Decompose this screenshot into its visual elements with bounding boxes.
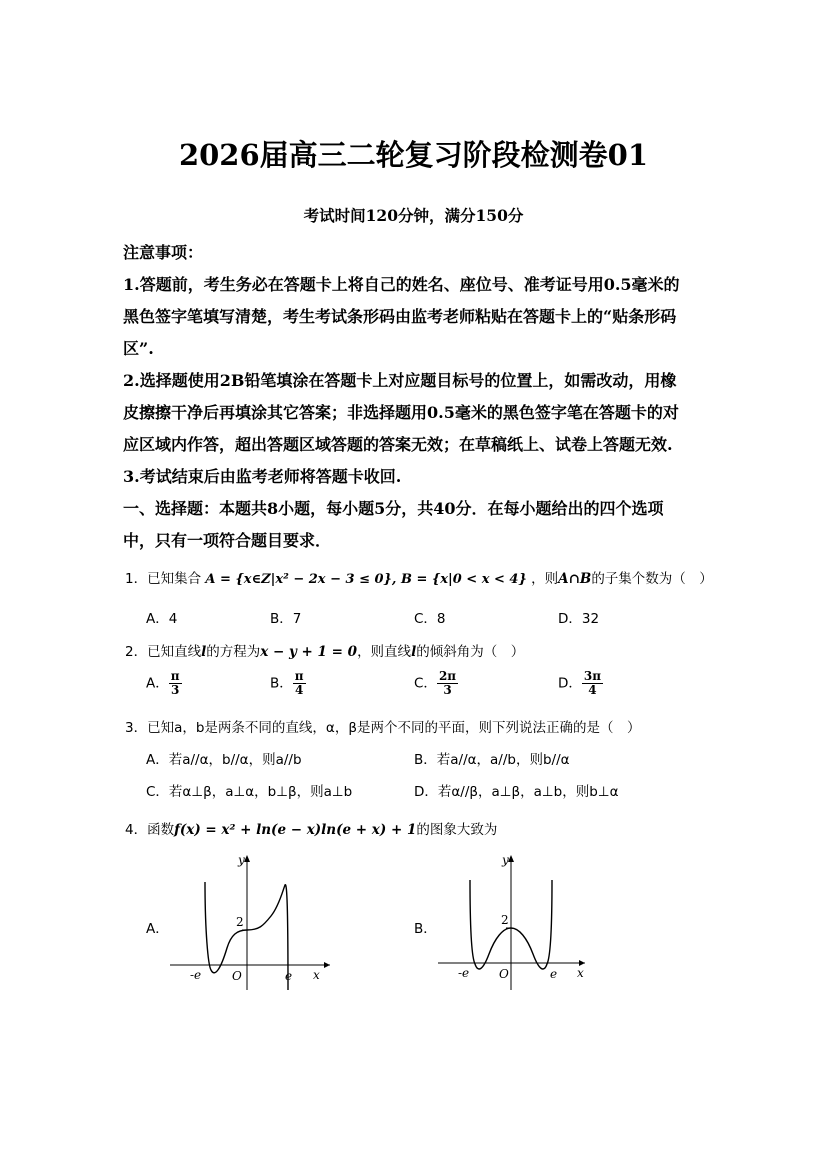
q2-frac-d: $\frac{3\pi}{4}$ <box>583 669 602 697</box>
q2-mid2: ，则直线 <box>357 644 412 660</box>
section-heading-line-2: 中，只有一项符合题目要求． <box>123 531 332 550</box>
question-3: 3．已知a，b是两条不同的直线，α，β是两个不同的平面，则下列说法正确的是（ ） <box>125 720 641 736</box>
note-2-line-3: 应区域内作答，超出答题区域答题的答案无效；在草稿纸上、试卷上答题无效. <box>123 435 673 454</box>
section-heading-line-1: 一、选择题：本题共8小题，每小题5分，共40分．在每小题给出的四个选项 <box>123 499 664 518</box>
q1-option-a: A．4 <box>146 611 178 627</box>
graph-a-x-label: x <box>313 968 320 982</box>
graph-b-y-label: y <box>502 853 509 867</box>
q1-suffix: 的子集个数为（ ） <box>591 571 713 587</box>
graph-a <box>165 850 340 995</box>
graph-a-neg-e: -e <box>190 968 202 982</box>
q3-option-b: B．若a//α，a//b，则b//α <box>414 752 570 768</box>
graph-a-e: e <box>285 969 293 983</box>
q1-option-b: B．7 <box>270 611 302 627</box>
graph-b-origin: O <box>499 967 509 981</box>
q1-prefix: 1．已知集合 <box>125 571 202 587</box>
q1-option-d: D．32 <box>558 611 600 627</box>
question-1 <box>125 567 713 587</box>
graph-b-e: e <box>550 967 558 981</box>
exam-subtitle: 考试时间120分钟，满分150分 <box>303 206 524 225</box>
q2-line-l-2: l <box>411 644 417 660</box>
q2-option-b: B． $\frac{\pi}{4}$ <box>270 669 304 697</box>
graph-b-neg-e: -e <box>458 966 470 980</box>
note-2-line-1: 2.选择题使用2B铅笔填涂在答题卡上对应题目标号的位置上，如需改动，用橡 <box>123 371 677 390</box>
q3-option-a: A．若a//α，b//α，则a//b <box>146 752 302 768</box>
q1-sets: A = {x∈Z|x² − 2x − 3 ≤ 0}, B = {x|0 < x < 4} <box>205 572 527 587</box>
q2-option-d: D． $\frac{3\pi}{4}$ <box>558 669 602 697</box>
q2-frac-c: $\frac{2\pi}{3}$ <box>438 669 457 697</box>
q2-line-l: l <box>201 644 207 660</box>
note-1-line-2: 黑色签字笔填写清楚，考生考试条形码由监考老师粘贴在答题卡上的“贴条形码 <box>123 307 677 326</box>
q3-option-d: D．若α//β，a⊥β，a⊥b，则b⊥α <box>414 784 619 800</box>
note-1-line-3: 区”. <box>123 339 154 358</box>
question-4 <box>125 818 497 838</box>
graph-b <box>433 850 608 995</box>
q2-prefix: 2．已知直线 <box>125 644 202 660</box>
graph-a-two: 2 <box>236 915 244 929</box>
graph-b-two: 2 <box>501 913 509 927</box>
q2-frac-a: $\frac{\pi}{3}$ <box>170 669 180 697</box>
graph-b-y-arrow <box>508 855 514 862</box>
q4-suffix: 的图象大致为 <box>416 822 498 838</box>
graph-a-x-arrow <box>324 962 330 968</box>
graph-b-x-label: x <box>577 966 584 980</box>
note-2-line-2: 皮擦擦干净后再填涂其它答案；非选择题用0.5毫米的黑色签字笔在答题卡的对 <box>123 403 679 422</box>
q2-option-a: A． $\frac{\pi}{3}$ <box>146 669 180 697</box>
graph-b-label: B． <box>414 921 437 937</box>
q4-function: f(x) = x² + ln(e − x)ln(e + x) + 1 <box>174 822 417 838</box>
q1-mid: ，则 <box>531 571 559 587</box>
notes-heading: 注意事项： <box>123 243 204 262</box>
graph-a-label: A． <box>146 921 169 937</box>
note-3: 3.考试结束后由监考老师将答题卡收回. <box>123 467 402 486</box>
graph-a-y-label: y <box>238 853 245 867</box>
q2-option-c: C． $\frac{2\pi}{3}$ <box>414 669 457 697</box>
q2-equation: x − y + 1 = 0 <box>260 644 358 660</box>
q4-prefix: 4．函数 <box>125 822 175 838</box>
q2-frac-b: $\frac{\pi}{4}$ <box>294 669 304 697</box>
q1-intersection: A∩B <box>558 571 592 587</box>
q2-suffix: 的倾斜角为（ ） <box>416 644 525 660</box>
q2-mid1: 的方程为 <box>206 644 261 660</box>
note-1-line-1: 1.答题前，考生务必在答题卡上将自己的姓名、座位号、准考证号用0.5毫米的 <box>123 275 680 294</box>
q1-option-c: C．8 <box>414 611 446 627</box>
question-2 <box>125 640 524 660</box>
graph-a-origin: O <box>232 969 242 983</box>
q3-option-c: C．若α⊥β，a⊥α，b⊥β，则a⊥b <box>146 784 353 800</box>
exam-title: 2026届高三二轮复习阶段检测卷01 <box>178 138 649 172</box>
graph-a-y-arrow <box>244 855 250 862</box>
